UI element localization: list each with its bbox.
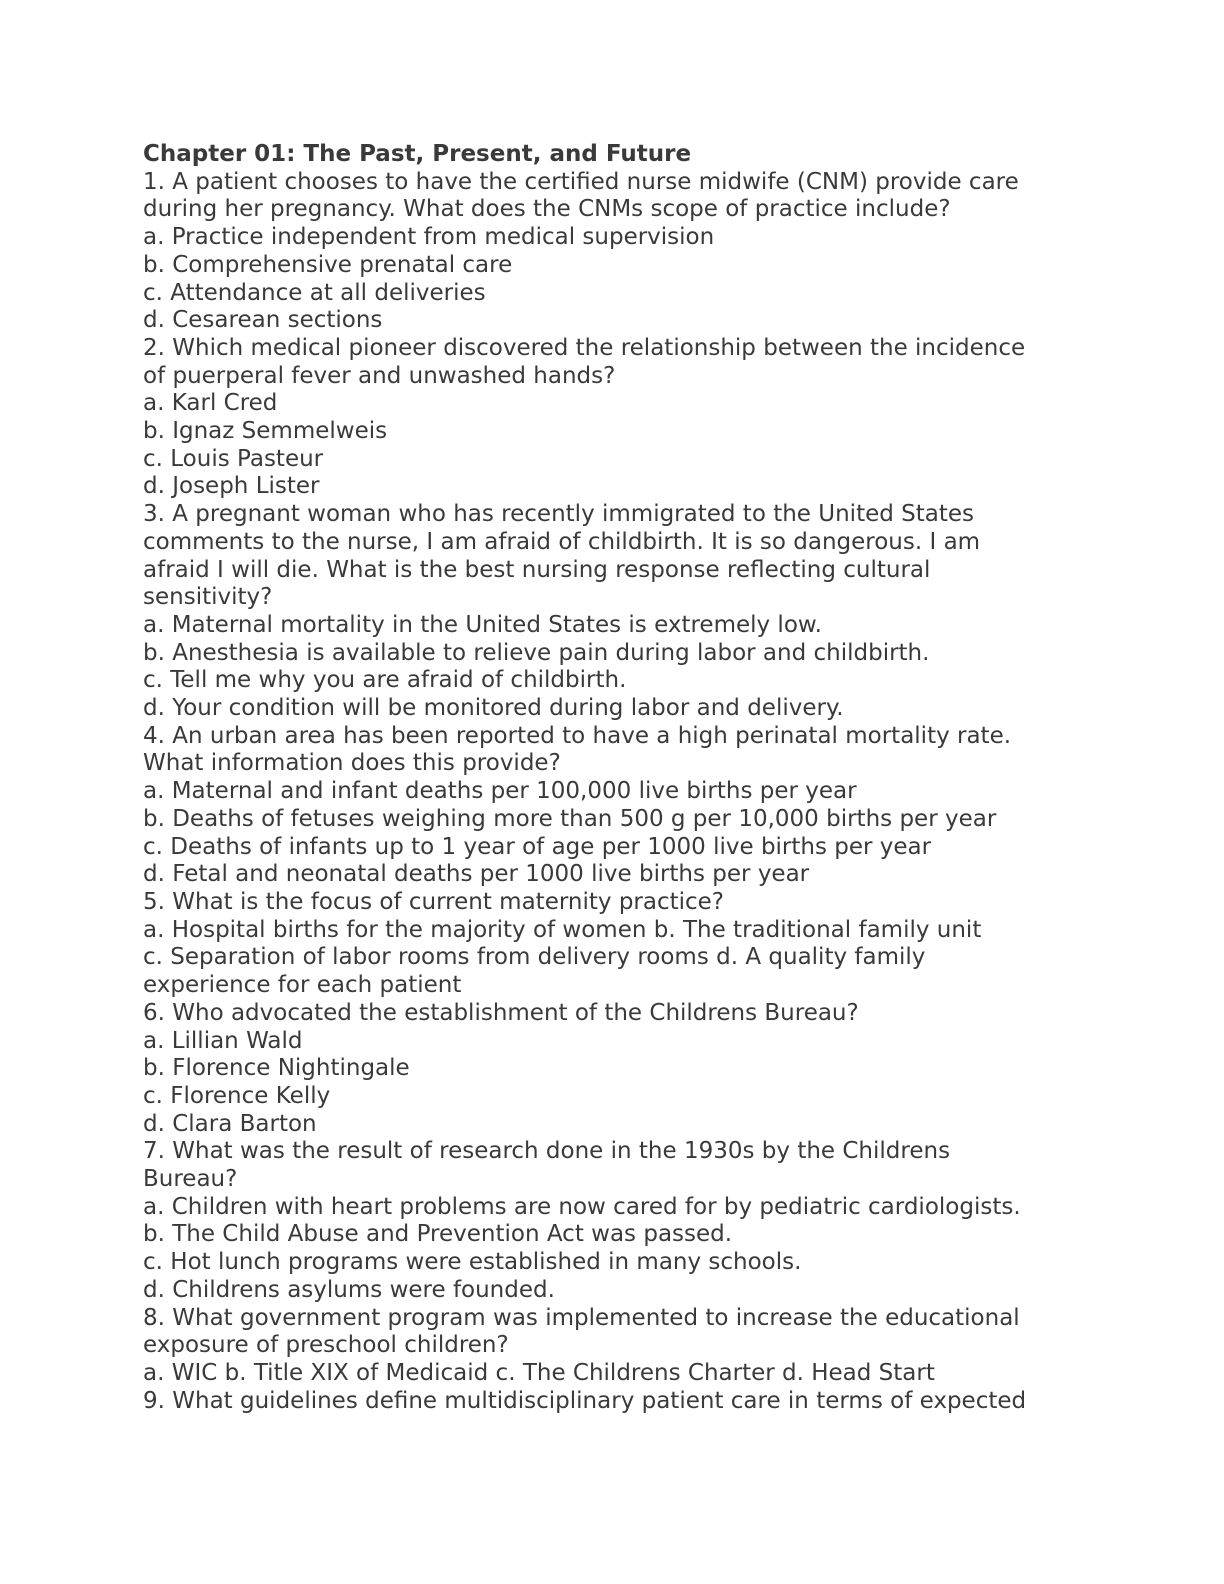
- text-line: afraid I will die. What is the best nursing response reflecting cultural: [143, 556, 931, 583]
- text-line: 7. What was the result of research done in the 1930s by the Childrens: [143, 1138, 951, 1165]
- text-line: b. Deaths of fetuses weighing more than 500 g per 10,000 births per year: [143, 805, 997, 832]
- text-line: c. Louis Pasteur: [143, 445, 324, 472]
- text-line: b. Comprehensive prenatal care: [143, 251, 513, 278]
- chapter-title: Chapter 01: The Past, Present, and Future: [143, 141, 692, 167]
- text-line: comments to the nurse, I am afraid of childbirth. It is so dangerous. I am: [143, 528, 981, 555]
- text-line: d. Clara Barton: [143, 1110, 317, 1137]
- text-line: d. Your condition will be monitored during labor and delivery.: [143, 695, 844, 722]
- text-line: a. Maternal mortality in the United States is extremely low.: [143, 611, 822, 638]
- text-line: c. Tell me why you are afraid of childbirth.: [143, 667, 627, 694]
- text-line: 2. Which medical pioneer discovered the relationship between the incidence: [143, 334, 1026, 361]
- text-line: 6. Who advocated the establishment of the Childrens Bureau?: [143, 999, 859, 1026]
- text-line: c. Separation of labor rooms from delivery rooms d. A quality family: [143, 944, 926, 971]
- text-line: c. Florence Kelly: [143, 1082, 331, 1109]
- text-line: Bureau?: [143, 1166, 238, 1193]
- text-line: b. The Child Abuse and Prevention Act was passed.: [143, 1221, 733, 1248]
- text-line: during her pregnancy. What does the CNMs scope of practice include?: [143, 196, 951, 223]
- text-line: b. Florence Nightingale: [143, 1055, 410, 1082]
- text-line: sensitivity?: [143, 584, 273, 611]
- text-line: a. Children with heart problems are now cared for by pediatric cardiologists.: [143, 1193, 1021, 1220]
- text-line: a. Maternal and infant deaths per 100,000 live births per year: [143, 778, 857, 805]
- text-line: a. Hospital births for the majority of women b. The traditional family unit: [143, 916, 982, 943]
- text-line: b. Anesthesia is available to relieve pain during labor and childbirth.: [143, 639, 930, 666]
- text-line: 3. A pregnant woman who has recently immigrated to the United States: [143, 501, 975, 528]
- text-line: c. Attendance at all deliveries: [143, 279, 486, 306]
- text-line: c. Hot lunch programs were established in many schools.: [143, 1249, 802, 1276]
- text-line: a. Karl Cred: [143, 390, 278, 417]
- document-page: [143, 141, 1073, 1415]
- text-line: 8. What government program was implemented to increase the educational: [143, 1304, 1020, 1331]
- text-line: d. Fetal and neonatal deaths per 1000 live births per year: [143, 861, 810, 888]
- text-line: 5. What is the focus of current maternity practice?: [143, 888, 725, 915]
- text-line: b. Ignaz Semmelweis: [143, 418, 388, 445]
- text-line: c. Deaths of infants up to 1 year of age per 1000 live births per year: [143, 833, 932, 860]
- text-line: exposure of preschool children?: [143, 1332, 509, 1359]
- text-line: d. Cesarean sections: [143, 307, 383, 334]
- text-line: What information does this provide?: [143, 750, 561, 777]
- text-line: experience for each patient: [143, 972, 462, 999]
- text-line: d. Joseph Lister: [143, 473, 320, 500]
- text-line: of puerperal fever and unwashed hands?: [143, 362, 616, 389]
- text-line: 9. What guidelines define multidisciplinary patient care in terms of expected: [143, 1387, 1027, 1414]
- text-line: a. Lillian Wald: [143, 1027, 303, 1054]
- document-body: [143, 169, 1073, 1416]
- text-line: a. WIC b. Title XIX of Medicaid c. The Childrens Charter d. Head Start: [143, 1359, 935, 1386]
- text-line: 1. A patient chooses to have the certified nurse midwife (CNM) provide care: [143, 168, 1019, 195]
- text-line: a. Practice independent from medical supervision: [143, 224, 715, 251]
- text-line: d. Childrens asylums were founded.: [143, 1276, 555, 1303]
- text-line: 4. An urban area has been reported to have a high perinatal mortality rate.: [143, 722, 1012, 749]
